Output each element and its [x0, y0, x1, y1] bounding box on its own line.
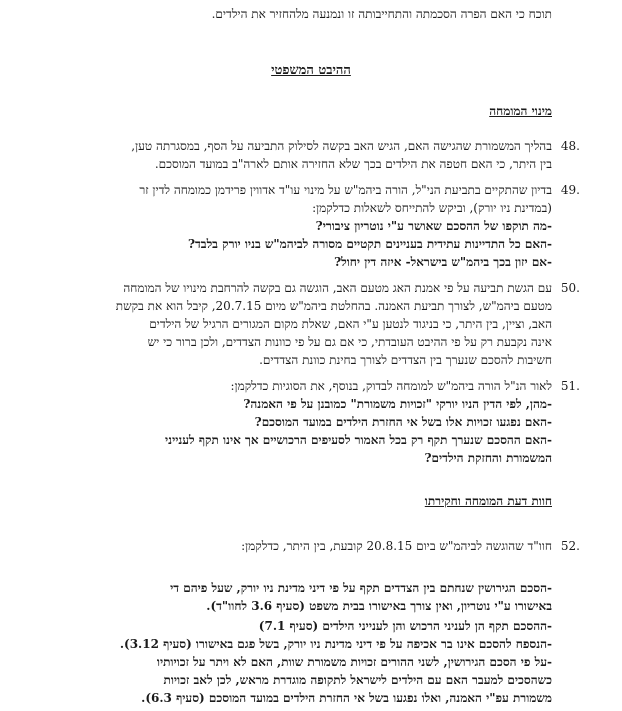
- p52-line-7: כשהסכים למעבר האם עם הילדים לישראל לתקופה מוגדרת מראש, לכן לאב זכויות: [163, 673, 552, 687]
- p52-line-5: -הנספח להסכם אינו בר אכיפה על פי דיני מדינת ניו יורק, בשל פגם באישורו (סעיף 3.12).: [119, 637, 552, 651]
- paragraph-number-48: 48.: [560, 139, 580, 153]
- p50-line-5: חשיבות להסכם שנערך בין הצדדים לצורך בחינת כוונת הצדדים.: [259, 353, 552, 367]
- paragraph-number-50: 50.: [560, 281, 580, 295]
- p52-line-6: -על פי הסכם הגירושין, לשני ההורים זכויות משמורת שוות, האם לא ויתר על זכויותיו: [156, 655, 552, 669]
- p52-line-3: באישורו ע"י נוטריון, ואין צורך באישורו בבית משפט (סעיף 3.6 לחוו"ד).: [206, 599, 552, 613]
- p50-line-4: אינה נקבעת רק על פי ההיבט העובדתי, כי אם גם על פי כוונות הצדדים, ולכן ברור כי יש: [147, 335, 552, 349]
- p49-line-2: (במדינת ניו יורק), וביקש להתייחס לשאלות כדלקמן:: [312, 201, 552, 215]
- p49-line-4: -האם כל התדיינות עתידית בעניינים תקטיים מסורה לביהמ"ש בניו יורק בלבד?: [187, 237, 552, 251]
- p52-line-2: -הסכם הגירושין שנחתם בין הצדדים תקף על פי דיני מדינת ניו יורק, שעל פיהם די: [170, 581, 552, 595]
- subheading-expert: מינוי המומחה: [489, 104, 552, 118]
- p52-line-4: -ההסכם תקף הן לעניני הרכוש והן לענייני הילדים (סעיף 7.1): [258, 619, 552, 633]
- section-title: ההיבט המשפטי: [271, 63, 351, 78]
- p49-line-1: בדיון שהתקיים בתביעת הני"ל, הורה ביהמ"ש על מינוי עו"ד אדווין פרידמן כמומחה לדין זר: [139, 183, 552, 197]
- top-line: תוכח כי האם הפרה הסכמתה והתחייבותה זו ונמנעה מלהחזיר את הילדים.: [211, 7, 552, 21]
- p52-line-1: חוו"ד שהוגשה לביהמ"ש ביום 20.8.15 קובעת, בין היתר, כדלקמן:: [241, 539, 552, 553]
- p50-line-1: עם הגשת תביעה על פי אמנת האג מטעם האב, הוגשה גם בקשה להרחבת מינויו של המומחה: [123, 281, 552, 295]
- p52-line-8: משמורת עפ"י האמנה, ואלו נפגעו בשל אי החזרת הילדים במועד המוסכם (סעיף 6.3).: [141, 691, 552, 705]
- p49-line-5: -אם יזון בכך ביהמ"ש בישראל- איזה דין יחול?: [334, 255, 552, 269]
- p51-line-3: -האם נפגעו זכויות אלו בשל אי החזרת הילדים במועד המוסכם?: [254, 415, 552, 429]
- p50-line-2: מטעם ביהמ"ש, לצורך תביעת האמנה. בהחלטת ביהמ"ש מיום 20.7.15, קיבל הוא את בקשת: [115, 299, 552, 313]
- p50-line-3: האב, וציין, בין היתר, כי בניגוד לנטען ע"י האם, שאלת מקום המגורים הרגיל של הילדים: [149, 317, 552, 331]
- p49-line-3: -מה תוקפו של ההסכם שאושר ע"י נוטריון ציבורי?: [315, 219, 552, 233]
- paragraph-number-52: 52.: [560, 539, 580, 553]
- p51-line-1: לאור הנ"ל הורה ביהמ"ש למומחה לבדוק, בנוסף, את הסוגיות כדלקמן:: [230, 379, 552, 393]
- p48-line-1: בהליך המשמורת שהגישה האם, הגיש האב בקשה לסילוק התביעה על הסף, במסגרתה טען,: [131, 139, 552, 153]
- p51-line-5: המשמורת והחזקת הילדים?: [424, 451, 552, 465]
- p48-line-2: בין היתר, כי האם חטפה את הילדים בכך שלא החזירה אותם לארה"ב במועד המוסכם.: [154, 157, 552, 171]
- p51-line-2: -מהן, לפי הדין הניו יורקי "זכויות משמורת" כמובנן על פי האמנה?: [243, 397, 552, 411]
- subheading-opinion: חוות דעת המומחה וחקירתו: [424, 494, 552, 508]
- p51-line-4: -האם ההסכם שנערך תקף רק בכל האמור לסעיפים הרכושיים אך אינו תקף לענייני: [165, 433, 552, 447]
- paragraph-number-51: 51.: [560, 379, 580, 393]
- paragraph-number-49: 49.: [560, 183, 580, 197]
